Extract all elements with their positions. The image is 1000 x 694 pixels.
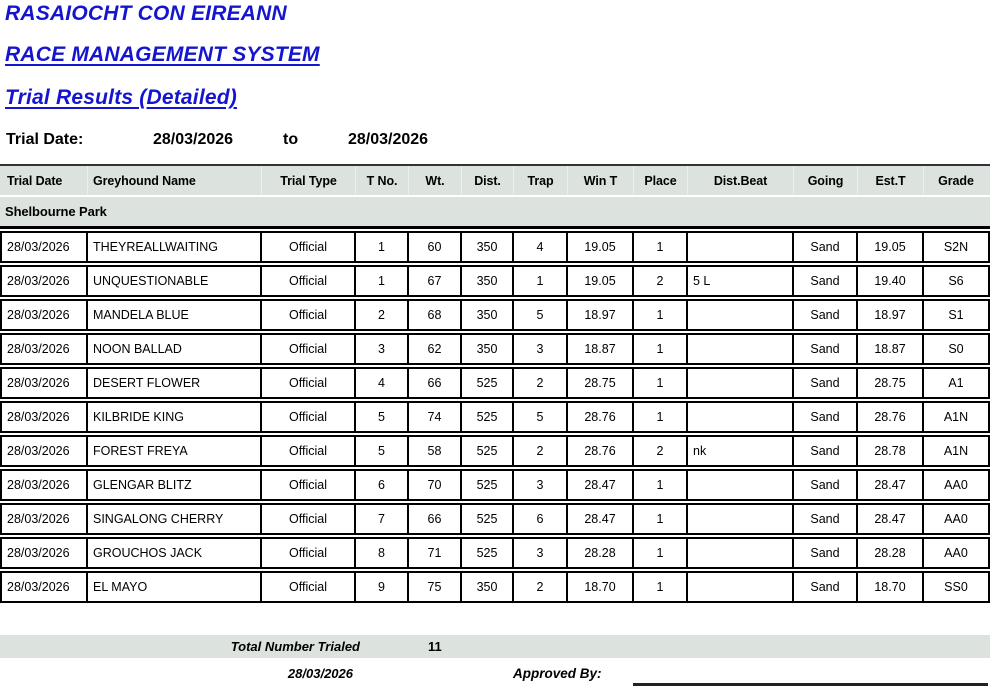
cell-win-t: 28.47	[568, 471, 634, 499]
column-header-dist: Dist.	[462, 166, 514, 195]
cell-win-t: 18.70	[568, 573, 634, 601]
org-title: RASAIOCHT CON EIREANN	[5, 2, 287, 25]
cell-t-no: 6	[356, 471, 409, 499]
table-row	[0, 435, 990, 467]
cell-dist: 525	[462, 539, 514, 567]
cell-dist: 350	[462, 233, 514, 261]
cell-going: Sand	[794, 233, 858, 261]
cell-win-t: 19.05	[568, 233, 634, 261]
cell-wt: 66	[409, 505, 462, 533]
to-label: to	[283, 131, 299, 148]
cell-grade: S6	[948, 274, 964, 288]
column-header-trial-date: Trial Date	[2, 166, 88, 195]
cell-greyhound-name: FOREST FREYA	[88, 437, 262, 465]
cell-dist-beat	[688, 403, 794, 431]
cell-greyhound-name: MANDELA BLUE	[88, 301, 262, 329]
footer-total-bar	[0, 635, 990, 658]
cell-trial-date: 28/03/2026	[2, 539, 88, 567]
column-header-win-t: Win T	[568, 166, 634, 195]
cell-grade: AA0	[944, 478, 968, 492]
cell-going: Sand	[794, 539, 858, 567]
cell-greyhound-name: KILBRIDE KING	[88, 403, 262, 431]
cell-greyhound-name: GLENGAR BLITZ	[88, 471, 262, 499]
column-header-wt: Wt.	[409, 166, 462, 195]
cell-grade: S1	[948, 308, 964, 322]
table-row	[0, 265, 990, 297]
cell-going: Sand	[794, 267, 858, 295]
table-top-divider	[0, 226, 990, 229]
cell-place: 1	[634, 369, 688, 397]
cell-win-t: 19.05	[568, 267, 634, 295]
cell-win-t: 28.75	[568, 369, 634, 397]
cell-t-no: 1	[356, 267, 409, 295]
cell-t-no: 1	[356, 233, 409, 261]
venue-group-header: Shelbourne Park	[0, 197, 990, 226]
table-row	[0, 571, 990, 603]
total-trialed-value: 11	[428, 639, 442, 654]
cell-place: 1	[634, 505, 688, 533]
cell-going: Sand	[794, 437, 858, 465]
cell-wt: 62	[409, 335, 462, 363]
table-header-row	[0, 164, 990, 195]
cell-greyhound-name: THEYREALLWAITING	[88, 233, 262, 261]
cell-dist: 525	[462, 471, 514, 499]
cell-greyhound-name: SINGALONG CHERRY	[88, 505, 262, 533]
table-row	[0, 537, 990, 569]
cell-t-no: 2	[356, 301, 409, 329]
cell-dist: 350	[462, 573, 514, 601]
cell-trial-type: Official	[262, 437, 356, 465]
cell-est-t: 28.47	[858, 505, 924, 533]
cell-trial-date: 28/03/2026	[2, 233, 88, 261]
table-row	[0, 333, 990, 365]
cell-dist: 525	[462, 369, 514, 397]
cell-wt: 74	[409, 403, 462, 431]
column-header-dist-beat: Dist.Beat	[688, 166, 794, 195]
cell-place: 1	[634, 335, 688, 363]
cell-place: 2	[634, 437, 688, 465]
cell-wt: 70	[409, 471, 462, 499]
cell-trap: 6	[514, 505, 568, 533]
table-body	[0, 231, 990, 605]
cell-dist: 350	[462, 335, 514, 363]
cell-grade: S2N	[943, 240, 969, 254]
cell-greyhound-name: DESERT FLOWER	[88, 369, 262, 397]
cell-t-no: 3	[356, 335, 409, 363]
cell-trial-type: Official	[262, 505, 356, 533]
cell-trial-type: Official	[262, 471, 356, 499]
cell-t-no: 7	[356, 505, 409, 533]
signature-line	[633, 683, 988, 686]
column-header-t-no: T No.	[356, 166, 409, 195]
table-row	[0, 367, 990, 399]
column-header-est-t: Est.T	[858, 166, 924, 195]
cell-dist-beat	[688, 301, 794, 329]
cell-dist-beat	[688, 505, 794, 533]
cell-est-t: 28.76	[858, 403, 924, 431]
cell-est-t: 28.75	[858, 369, 924, 397]
cell-place: 1	[634, 403, 688, 431]
cell-trap: 2	[514, 369, 568, 397]
cell-trial-date: 28/03/2026	[2, 369, 88, 397]
cell-dist-beat	[688, 539, 794, 567]
cell-dist-beat	[688, 471, 794, 499]
cell-t-no: 5	[356, 403, 409, 431]
cell-place: 1	[634, 301, 688, 329]
cell-est-t: 18.87	[858, 335, 924, 363]
cell-trial-date: 28/03/2026	[2, 403, 88, 431]
cell-wt: 68	[409, 301, 462, 329]
cell-grade: S0	[948, 342, 964, 356]
to-date-value: 28/03/2026	[348, 131, 429, 148]
cell-trial-date: 28/03/2026	[2, 437, 88, 465]
cell-trial-date: 28/03/2026	[2, 301, 88, 329]
cell-trap: 2	[514, 437, 568, 465]
cell-trial-date: 28/03/2026	[2, 267, 88, 295]
cell-trap: 5	[514, 301, 568, 329]
cell-trial-date: 28/03/2026	[2, 573, 88, 601]
cell-dist-beat: nk	[688, 437, 794, 465]
cell-dist-beat	[688, 335, 794, 363]
cell-wt: 67	[409, 267, 462, 295]
cell-wt: 66	[409, 369, 462, 397]
table-row	[0, 469, 990, 501]
column-header-trial-type: Trial Type	[262, 166, 356, 195]
table-row	[0, 401, 990, 433]
column-header-place: Place	[634, 166, 688, 195]
cell-win-t: 18.87	[568, 335, 634, 363]
cell-going: Sand	[794, 335, 858, 363]
cell-going: Sand	[794, 301, 858, 329]
cell-trial-date: 28/03/2026	[2, 505, 88, 533]
cell-t-no: 5	[356, 437, 409, 465]
cell-win-t: 28.28	[568, 539, 634, 567]
cell-trial-type: Official	[262, 539, 356, 567]
cell-trial-type: Official	[262, 233, 356, 261]
cell-going: Sand	[794, 573, 858, 601]
cell-est-t: 18.97	[858, 301, 924, 329]
cell-t-no: 4	[356, 369, 409, 397]
cell-trap: 4	[514, 233, 568, 261]
approved-by-label: Approved By:	[513, 666, 602, 681]
trial-date-filter	[0, 131, 1000, 153]
cell-greyhound-name: NOON BALLAD	[88, 335, 262, 363]
cell-trial-type: Official	[262, 573, 356, 601]
cell-est-t: 19.40	[858, 267, 924, 295]
cell-grade: SS0	[944, 580, 968, 594]
trial-date-label: Trial Date:	[6, 131, 84, 148]
cell-going: Sand	[794, 403, 858, 431]
cell-place: 1	[634, 233, 688, 261]
cell-greyhound-name: EL MAYO	[88, 573, 262, 601]
cell-est-t: 28.47	[858, 471, 924, 499]
cell-dist: 525	[462, 403, 514, 431]
cell-place: 1	[634, 573, 688, 601]
cell-est-t: 28.28	[858, 539, 924, 567]
column-header-trap: Trap	[514, 166, 568, 195]
cell-dist: 525	[462, 437, 514, 465]
cell-trial-type: Official	[262, 267, 356, 295]
cell-trial-date: 28/03/2026	[2, 471, 88, 499]
cell-wt: 75	[409, 573, 462, 601]
cell-wt: 58	[409, 437, 462, 465]
system-title: RACE MANAGEMENT SYSTEM	[5, 43, 320, 66]
table-row	[0, 299, 990, 331]
cell-est-t: 19.05	[858, 233, 924, 261]
cell-dist: 350	[462, 267, 514, 295]
table-row	[0, 503, 990, 535]
column-header-going: Going	[794, 166, 858, 195]
cell-dist-beat: 5 L	[688, 267, 794, 295]
cell-place: 1	[634, 471, 688, 499]
cell-wt: 71	[409, 539, 462, 567]
cell-t-no: 8	[356, 539, 409, 567]
cell-win-t: 28.47	[568, 505, 634, 533]
cell-grade: AA0	[944, 512, 968, 526]
cell-trap: 5	[514, 403, 568, 431]
cell-grade: AA0	[944, 546, 968, 560]
cell-going: Sand	[794, 505, 858, 533]
cell-trial-type: Official	[262, 335, 356, 363]
cell-win-t: 18.97	[568, 301, 634, 329]
cell-trial-date: 28/03/2026	[2, 335, 88, 363]
cell-win-t: 28.76	[568, 437, 634, 465]
cell-grade: A1N	[943, 410, 969, 424]
cell-greyhound-name: GROUCHOS JACK	[88, 539, 262, 567]
cell-dist-beat	[688, 233, 794, 261]
cell-t-no: 9	[356, 573, 409, 601]
column-header-greyhound-name: Greyhound Name	[88, 166, 262, 195]
cell-trap: 3	[514, 539, 568, 567]
cell-trial-type: Official	[262, 301, 356, 329]
total-trialed-label: Total Number Trialed	[230, 639, 360, 654]
from-date-value: 28/03/2026	[153, 131, 234, 148]
cell-trap: 1	[514, 267, 568, 295]
cell-greyhound-name: UNQUESTIONABLE	[88, 267, 262, 295]
column-header-grade: Grade	[938, 173, 974, 188]
cell-dist-beat	[688, 369, 794, 397]
cell-wt: 60	[409, 233, 462, 261]
cell-dist: 350	[462, 301, 514, 329]
cell-dist: 525	[462, 505, 514, 533]
cell-trap: 3	[514, 471, 568, 499]
cell-trial-type: Official	[262, 369, 356, 397]
cell-est-t: 18.70	[858, 573, 924, 601]
cell-place: 1	[634, 539, 688, 567]
cell-trap: 2	[514, 573, 568, 601]
report-date: 28/03/2026	[287, 666, 353, 681]
report-title: Trial Results (Detailed)	[5, 86, 237, 109]
cell-trap: 3	[514, 335, 568, 363]
table-row	[0, 231, 990, 263]
cell-grade: A1N	[943, 444, 969, 458]
cell-est-t: 28.78	[858, 437, 924, 465]
cell-dist-beat	[688, 573, 794, 601]
cell-win-t: 28.76	[568, 403, 634, 431]
cell-grade: A1	[948, 376, 964, 390]
cell-going: Sand	[794, 369, 858, 397]
cell-trial-type: Official	[262, 403, 356, 431]
cell-place: 2	[634, 267, 688, 295]
cell-going: Sand	[794, 471, 858, 499]
